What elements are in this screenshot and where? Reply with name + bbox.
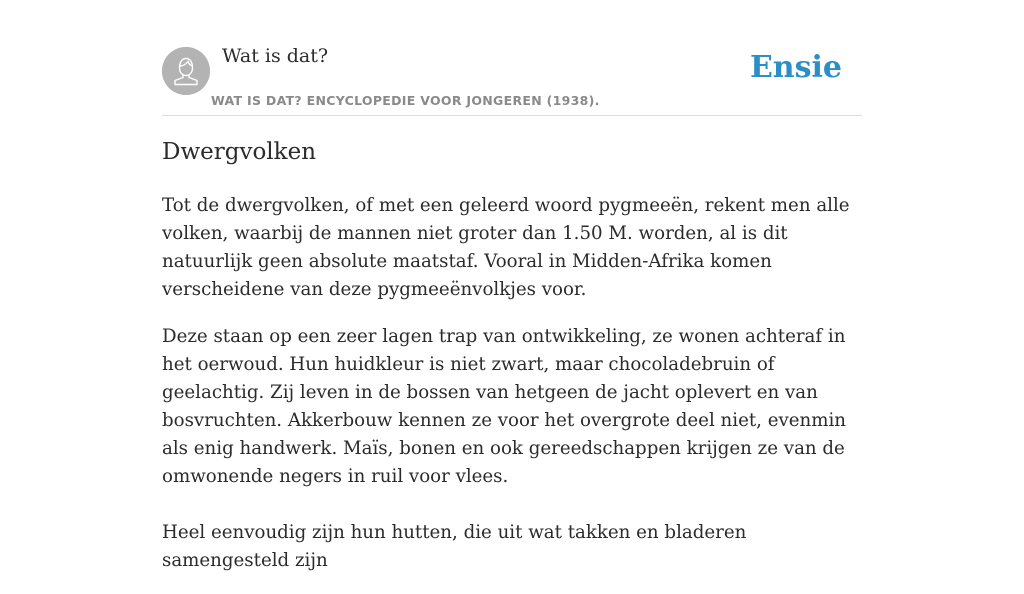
avatar[interactable] (162, 47, 210, 95)
brand-logo[interactable]: Ensie (749, 50, 842, 85)
source-label[interactable]: WAT IS DAT? ENCYCLOPEDIE VOOR JONGEREN (1938). (211, 93, 600, 108)
paragraph-3: Heel eenvoudig zijn hun hutten, die uit wat takken en bladeren samengesteld zijn (162, 522, 747, 571)
article-header (162, 0, 862, 116)
user-icon (162, 47, 210, 95)
article-container (162, 0, 862, 571)
author-name[interactable]: Wat is dat? (222, 45, 329, 67)
paragraph-1: Tot de dwergvolken, of met een geleerd woord pygmeeën, rekent men alle volken, waarbij de mannen niet groter dan 1.50 M. worden, al is dit natuurlijk geen absolute maatstaf. Vooral in Midden-Afrika komen verscheidene van deze pygmeeënvolkjes voor. (162, 195, 850, 300)
article-title: Dwergvolken (162, 139, 317, 165)
paragraph-2: Deze staan op een zeer lagen trap van ontwikkeling, ze wonen achteraf in het oerwoud. Hun huidkleur is niet zwart, maar chocoladebruin of geelachtig. Zij leven in de bossen van hetgeen de jacht oplevert en van bosvruchten. Akkerbouw kennen ze voor het overgrote deel niet, evenmin als enig handwerk. Maïs, bonen en ook gereedschappen krijgen ze van de omwonende negers in ruil voor vlees. (162, 326, 847, 487)
article-body (162, 192, 864, 594)
